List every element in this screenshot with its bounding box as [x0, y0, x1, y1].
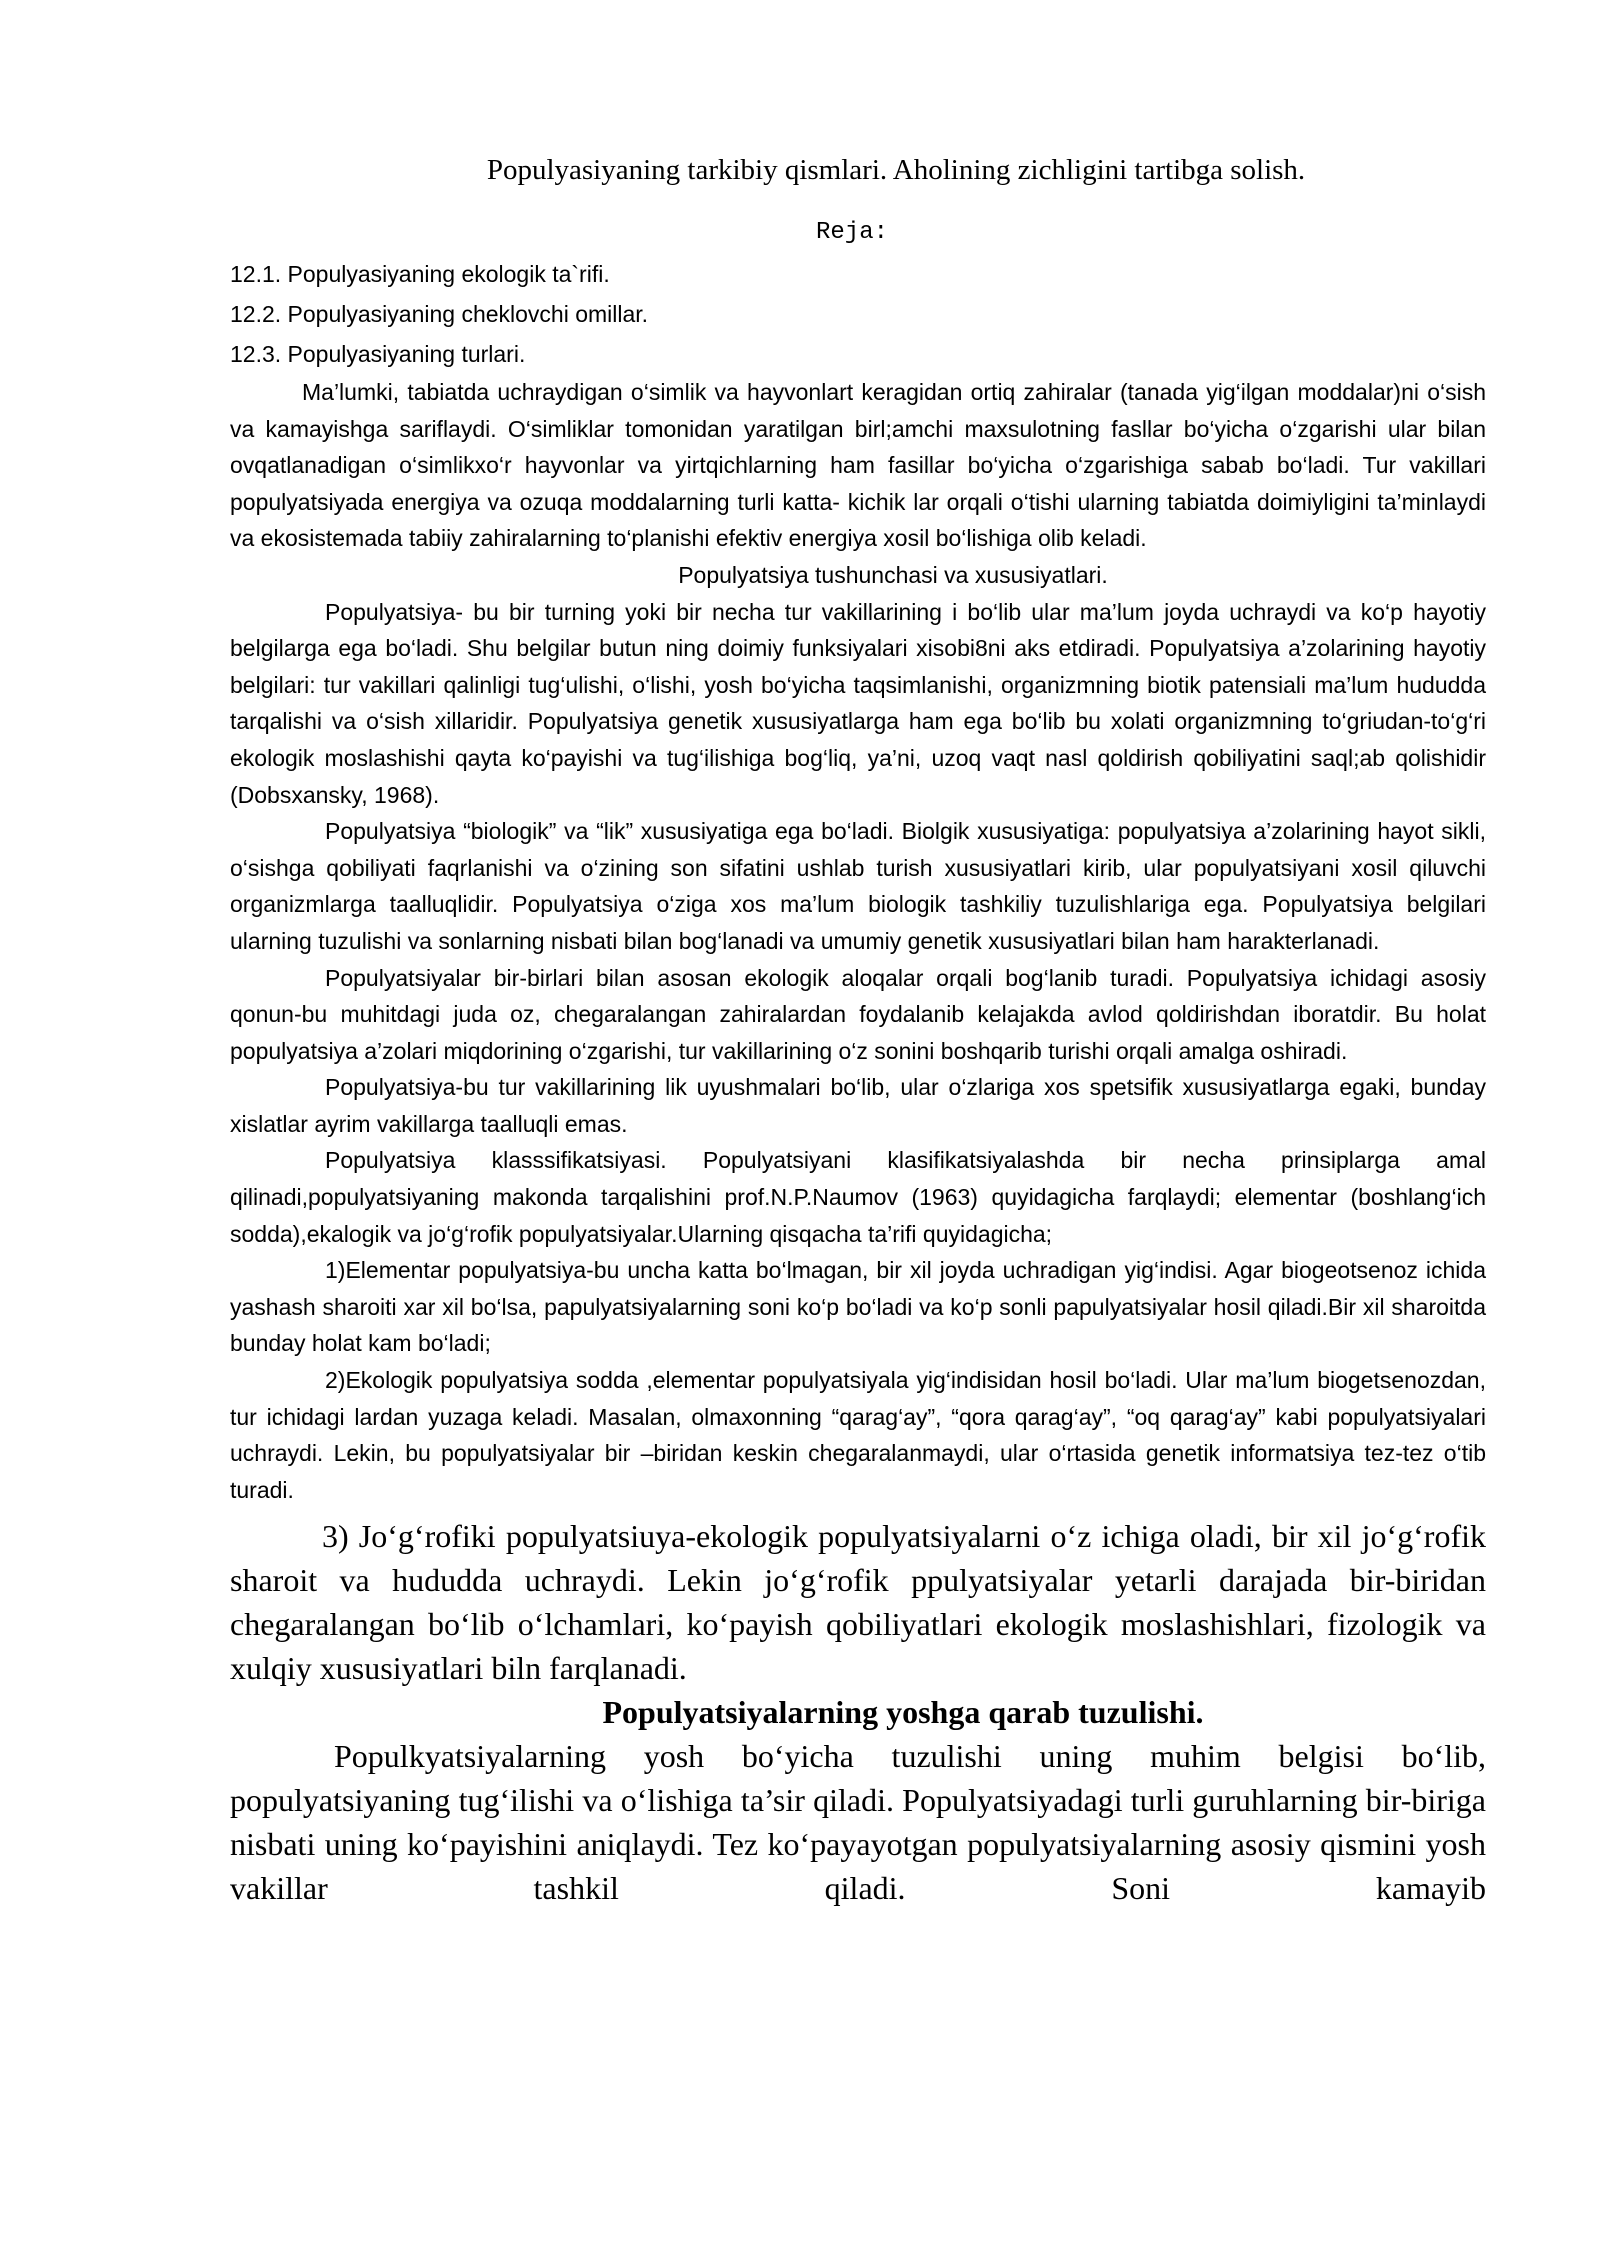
plan-list — [230, 254, 1486, 374]
body-paragraph: Populyatsiya klasssifikatsiyasi. Populyatsiyani klasifikatsiyalashda bir necha prinsiplarga amal qilinadi,populyatsiyaning makonda tarqalishini prof.N.P.Naumov (1963) quyidagicha farqlaydi; elementar (boshlang‘ich sodda),ekalogik va jo‘g‘rofik populyatsiyalar.Ularning qisqacha ta’rifi quyidagicha; — [230, 1147, 1486, 1247]
section-heading: Populyatsiya tushunchasi va xususiyatlari. — [678, 561, 1108, 588]
body-paragraph: 1)Elementar populyatsiya-bu uncha katta bo‘lmagan, bir xil joyda uchradigan yig‘indisi. Agar biogeotsenoz ichida yashash sharoiti xar xil bo‘lsa, papulyatsiyalarning soni ko‘p bo‘ladi va ko‘p sonli papulyatsiyalar hosil qiladi.Bir xil sharoitda bunday holat kam bo‘ladi; — [230, 1257, 1486, 1357]
body-paragraph-serif: 3) Jo‘g‘rofiki populyatsiuya-ekologik populyatsiyalarni o‘z ichiga oladi, bir xil jo‘g‘rofik sharoit va hududda uchraydi. Lekin jo‘g‘rofik ppulyatsiyalar yetarli darajada bir-biridan chegaralangan bo‘lib o‘lchamlari, ko‘payish qobiliyatlari ekologik moslashishlari, fizologik va xulqiy xususiyatlari biln farqlanadi. — [230, 1518, 1486, 1687]
body-paragraph-serif-last: Populkyatsiyalarning yosh bo‘yicha tuzulishi uning muhim belgisi bo‘lib, populyatsiyaning tug‘ilishi va o‘lishiga ta’sir qiladi. Populyatsiyadagi turli guruhlarning bir-biriga nisbati uning ko‘payishini aniqlaydi. Tez ko‘payayotgan populyatsiyalarning asosiy qismini yosh vakillar tashkil qiladi. Soni kamayib — [230, 1738, 1486, 1907]
body-paragraph: Populyatsiya- bu bir turning yoki bir necha tur vakillarining i bo‘lib ular ma’lum joyda uchraydi va ko‘p hayotiy belgilarga ega bo‘ladi. Shu belgilar butun ning doimiy funksiyalari xisobi8ni aks etdiradi. Populyatsiya a’zolarining hayotiy belgilari: tur vakillari qalinligi tug‘ulishi, o‘lishi, yosh bo‘yicha taqsimlanishi, organizmning biotik patensiali ma’lum hududda tarqalishi va o‘sish xillaridir. Populyatsiya genetik xususiyatlarga ham ega bo‘lib bu xolati organizmning to‘griudan-to‘g‘ri ekologik moslashishi qayta ko‘payishi va tug‘ilishiga bog‘liq, ya’ni, uzoq vaqt nasl qoldirish qobiliyatini saql;ab qolishidir (Dobsxansky, 1968). — [230, 598, 1486, 808]
plan-item: 12.2. Populyasiyaning cheklovchi omillar. — [230, 301, 649, 327]
body-paragraph: Populyatsiya “biologik” va “lik” xususiyatiga ega bo‘ladi. Biolgik xususiyatiga: populyatsiya a’zolarining hayot sikli, o‘sishga qobiliyati faqrlanishi va o‘zining son sifatini ushlab turish xususiyatlari kirib, ular populyatsiyani xosil qiluvchi organizmlarga taalluqlidir. Populyatsiya o‘ziga xos ma’lum biologik tashkiliy tuzulishlariga ega. Populyatsiya belgilari ularning tuzulishi va sonlarning nisbati bilan bog‘lanadi va umumiy genetik xususiyatlari bilan ham harakterlanadi. — [230, 818, 1486, 954]
body-paragraph: Populyatsiyalar bir-birlari bilan asosan ekologik aloqalar orqali bog‘lanib turadi. Populyatsiya ichidagi asosiy qonun-bu muhitdagi juda oz, chegaralangan zahiralardan foydalanib kelajakda avlod qoldirishdan iboratdir. Bu holat populyatsiya a’zolari miqdorining o‘zgarishi, tur vakillarining o‘z sonini boshqarib turishi orqali amalga oshiradi. — [230, 964, 1486, 1064]
body-paragraph: 2)Ekologik populyatsiya sodda ,elementar populyatsiyala yig‘indisidan hosil bo‘ladi. Ular ma’lum biogetsenozdan, tur ichidagi lardan yuzaga keladi. Masalan, olmaxonning “qarag‘ay”, “qora qarag‘ay”, “oq qarag‘ay” kabi populyatsiyalari uchraydi. Lekin, bu populyatsiyalar bir –biridan keskin chegaralanmaydi, ular o‘rtasida genetik informatsiya tez-tez o‘tib turadi. — [230, 1367, 1486, 1503]
plan-label: Reja: — [816, 219, 889, 246]
body-paragraph: Populyatsiya-bu tur vakillarining lik uyushmalari bo‘lib, ular o‘zlariga xos spetsifik xususiyatlarga egaki, bunday xislatlar ayrim vakillarga taalluqli emas. — [230, 1074, 1486, 1137]
section-heading-bold: Populyatsiyalarning yoshga qarab tuzulishi. — [602, 1694, 1204, 1731]
plan-item: 12.3. Populyasiyaning turlari. — [230, 341, 526, 367]
document-body — [230, 150, 1486, 1910]
plan-item: 12.1. Populyasiyaning ekologik ta`rifi. — [230, 261, 610, 287]
intro-paragraph: Ma’lumki, tabiatda uchraydigan o‘simlik va hayvonlart keragidan ortiq zahiralar (tanada yig‘ilgan moddalar)ni o‘sish va kamayishga sariflaydi. O‘simliklar tomonidan yaratilgan birl;amchi maxsulotning fasllar bo‘yicha o‘zgarishi ular bilan ovqatlanadigan o‘simlikxo‘r hayvonlar va yirtqichlarning ham fasillar bo‘yicha o‘zgarishiga sabab bo‘ladi. Tur vakillari populyatsiyada energiya va ozuqa moddalarning turli katta- kichik lar orqali o‘tishi ularning tabiatda doimiyligini ta’minlaydi va ekosistemada tabiiy zahiralarning to‘planishi efektiv energiya xosil bo‘lishiga olib keladi. — [230, 379, 1486, 552]
document-title: Populyasiyaning tarkibiy qismlari. Aholining zichligini tartibga solish. — [486, 154, 1306, 186]
